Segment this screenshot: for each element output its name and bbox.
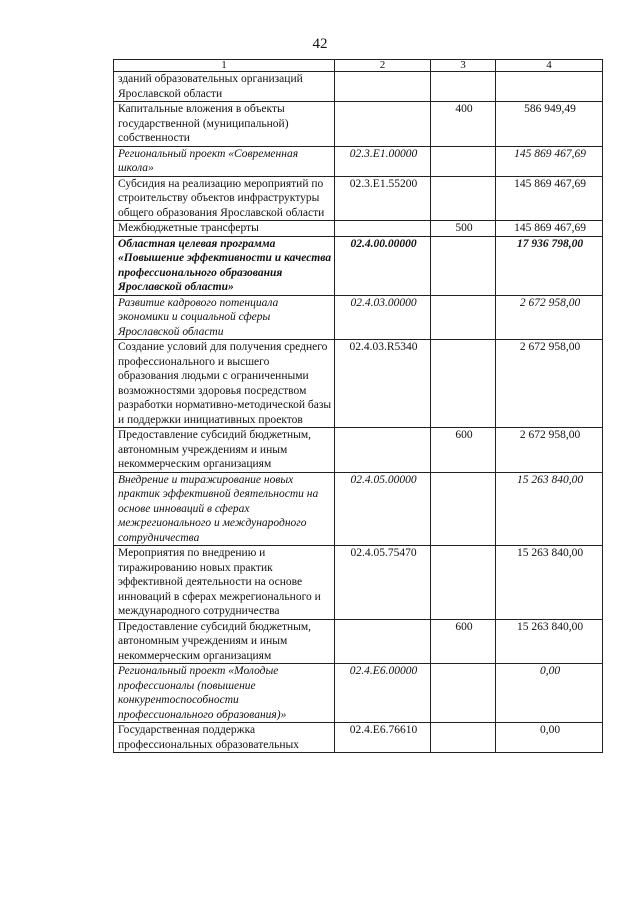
- row-code-cell: 02.4.E6.76610: [335, 723, 431, 753]
- row-sum-cell: 15 263 840,00: [496, 619, 603, 664]
- row-sum-cell: 15 263 840,00: [496, 546, 603, 620]
- table-row: [114, 340, 603, 428]
- row-expense-type-cell: 600: [431, 428, 496, 473]
- table-row: [114, 236, 603, 295]
- row-sum-cell: 586 949,49: [496, 102, 603, 147]
- row-name-cell: Региональный проект «Современная школа»: [114, 146, 335, 176]
- row-name-cell: Капитальные вложения в объекты государственной (муниципальной) собственности: [114, 102, 335, 147]
- row-sum-cell: 2 672 958,00: [496, 428, 603, 473]
- row-expense-type-cell: [431, 340, 496, 428]
- column-number-4: 4: [496, 60, 603, 72]
- table-row: [114, 146, 603, 176]
- row-expense-type-cell: 500: [431, 221, 496, 237]
- row-code-cell: 02.4.03.00000: [335, 295, 431, 340]
- row-expense-type-cell: [431, 546, 496, 620]
- row-name-cell: Межбюджетные трансферты: [114, 221, 335, 237]
- row-code-cell: 02.3.E1.00000: [335, 146, 431, 176]
- row-name-cell: Государственная поддержка профессиональных образовательных: [114, 723, 335, 753]
- row-name-cell: Развитие кадрового потенциала экономики и социальной сферы Ярославской области: [114, 295, 335, 340]
- row-sum-cell: 2 672 958,00: [496, 340, 603, 428]
- row-name-cell: Мероприятия по внедрению и тиражированию новых практик эффективной деятельности на основе инноваций в сферах межрегионального и международного сотрудничества: [114, 546, 335, 620]
- row-sum-cell: 0,00: [496, 664, 603, 723]
- row-code-cell: 02.4.03.R5340: [335, 340, 431, 428]
- row-code-cell: 02.4.05.75470: [335, 546, 431, 620]
- row-name-cell: Региональный проект «Молодые профессионалы (повышение конкурентоспособности профессионального образования)»: [114, 664, 335, 723]
- table-row: [114, 176, 603, 221]
- row-expense-type-cell: [431, 723, 496, 753]
- table-body: [114, 72, 603, 753]
- row-name-cell: Предоставление субсидий бюджетным, автономным учреждениям и иным некоммерческим организациям: [114, 428, 335, 473]
- row-sum-cell: 2 672 958,00: [496, 295, 603, 340]
- budget-table: [113, 59, 603, 753]
- page-number: 42: [312, 36, 328, 52]
- row-expense-type-cell: 600: [431, 619, 496, 664]
- row-expense-type-cell: [431, 295, 496, 340]
- table-row: [114, 221, 603, 237]
- table-row: [114, 295, 603, 340]
- table-row: [114, 546, 603, 620]
- row-sum-cell: 0,00: [496, 723, 603, 753]
- row-expense-type-cell: [431, 664, 496, 723]
- column-number-3: 3: [431, 60, 496, 72]
- table-row: [114, 428, 603, 473]
- table-row: [114, 619, 603, 664]
- table-row: [114, 723, 603, 753]
- table-row: [114, 472, 603, 546]
- row-name-cell: зданий образовательных организаций Ярославской области: [114, 72, 335, 102]
- row-expense-type-cell: [431, 146, 496, 176]
- row-name-cell: Внедрение и тиражирование новых практик эффективной деятельности на основе инноваций в сферах межрегионального и международного сотрудничества: [114, 472, 335, 546]
- row-code-cell: [335, 428, 431, 473]
- row-code-cell: [335, 619, 431, 664]
- table-row: [114, 72, 603, 102]
- row-sum-cell: 15 263 840,00: [496, 472, 603, 546]
- row-name-cell: Предоставление субсидий бюджетным, автономным учреждениям и иным некоммерческим организациям: [114, 619, 335, 664]
- table-row: [114, 102, 603, 147]
- row-expense-type-cell: 400: [431, 102, 496, 147]
- table-row: [114, 664, 603, 723]
- column-number-1: 1: [114, 60, 335, 72]
- row-code-cell: [335, 221, 431, 237]
- row-code-cell: 02.3.E1.55200: [335, 176, 431, 221]
- row-sum-cell: [496, 72, 603, 102]
- row-code-cell: 02.4.E6.00000: [335, 664, 431, 723]
- row-code-cell: [335, 102, 431, 147]
- row-name-cell: Субсидия на реализацию мероприятий по строительству объектов инфраструктуры общего образования Ярославской области: [114, 176, 335, 221]
- row-name-cell: Областная целевая программа «Повышение эффективности и качества профессионального образования Ярославской области»: [114, 236, 335, 295]
- row-expense-type-cell: [431, 472, 496, 546]
- row-sum-cell: 145 869 467,69: [496, 146, 603, 176]
- row-expense-type-cell: [431, 176, 496, 221]
- row-sum-cell: 145 869 467,69: [496, 176, 603, 221]
- row-sum-cell: 145 869 467,69: [496, 221, 603, 237]
- row-sum-cell: 17 936 798,00: [496, 236, 603, 295]
- row-code-cell: 02.4.05.00000: [335, 472, 431, 546]
- row-code-cell: 02.4.00.00000: [335, 236, 431, 295]
- column-number-2: 2: [335, 60, 431, 72]
- row-expense-type-cell: [431, 72, 496, 102]
- row-name-cell: Создание условий для получения среднего профессионального и высшего образования людьми с ограниченными возможностями здоровья посредством разработки нормативно-методической базы и поддержки инициативных проектов: [114, 340, 335, 428]
- row-code-cell: [335, 72, 431, 102]
- row-expense-type-cell: [431, 236, 496, 295]
- column-number-row: [114, 60, 603, 72]
